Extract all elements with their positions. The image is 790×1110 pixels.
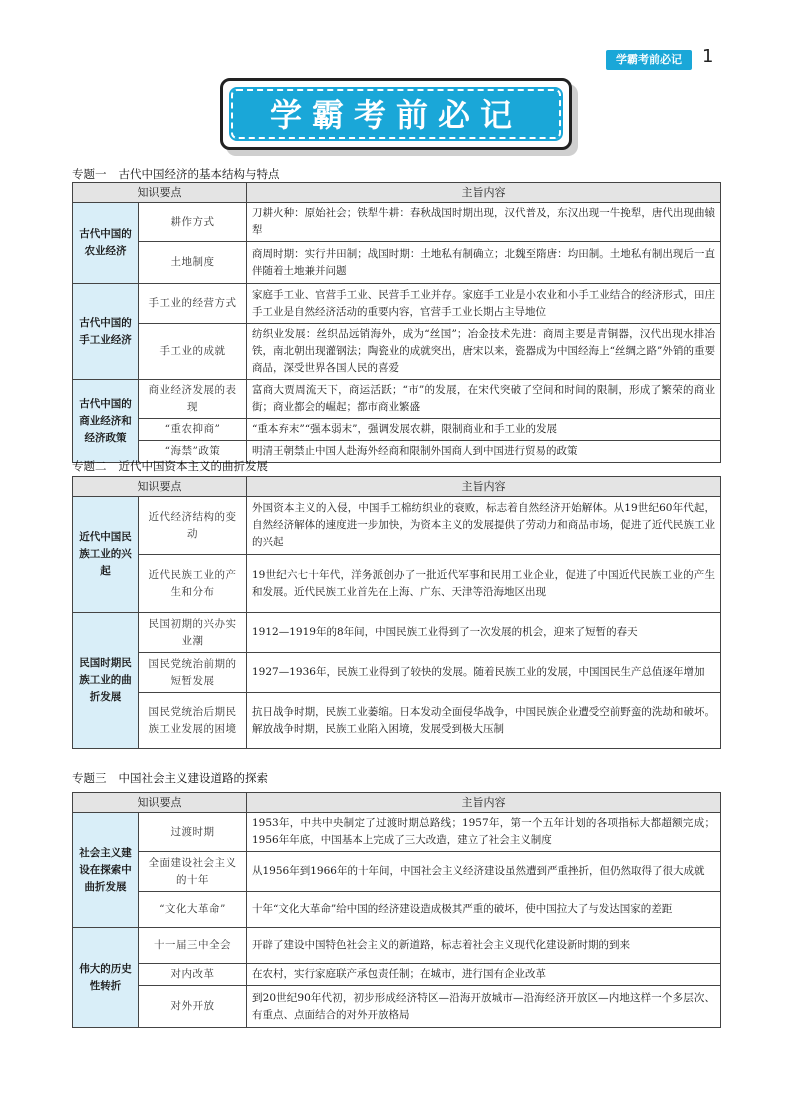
- section-title-2: [72, 458, 268, 474]
- table-row: [73, 964, 721, 986]
- sub-point-cell: 过渡时期: [139, 813, 247, 852]
- sub-point-cell: 国民党统治后期民族工业发展的困境: [139, 693, 247, 749]
- section-name: 近代中国资本主义的曲折发展: [118, 459, 268, 473]
- table-row: [73, 284, 721, 324]
- table-row: [73, 555, 721, 613]
- sub-point-cell: 国民党统治前期的短暂发展: [139, 653, 247, 693]
- sub-point-cell: 对外开放: [139, 986, 247, 1028]
- table-row: [73, 852, 721, 892]
- content-cell: 家庭手工业、官营手工业、民营手工业并存。家庭手工业是小农业和小手工业结合的经济形式，田庄手工业是自然经济活动的重要内容，官营手工业长期占主导地位: [247, 284, 721, 324]
- content-cell: 从1956年到1966年的十年间，中国社会主义经济建设虽然遭到严重挫折，但仍然取得了很大成就: [247, 852, 721, 892]
- content-cell: 纺织业发展：丝织品远销海外，成为“丝国”；冶金技术先进：商周主要是青铜器，汉代出现水排冶铁，南北朝出现灌钢法；陶瓷业的成就突出，唐宋以来，瓷器成为中国经海上“丝绸之路”外销的重要商品，深受世界各国人民的喜爱: [247, 324, 721, 380]
- content-cell: 19世纪六七十年代，洋务派创办了一批近代军事和民用工业企业，促进了中国近代民族工业的产生和发展。近代民族工业首先在上海、广东、天津等沿海地区出现: [247, 555, 721, 613]
- banner-title: 学霸考前必记: [231, 89, 561, 139]
- content-cell: 开辟了建设中国特色社会主义的新道路，标志着社会主义现代化建设新时期的到来: [247, 928, 721, 964]
- content-cell: 商周时期：实行井田制；战国时期：土地私有制确立；北魏至隋唐：均田制。土地私有制出现后一直伴随着土地兼并问题: [247, 242, 721, 284]
- section-name: 中国社会主义建设道路的探索: [118, 771, 268, 785]
- table-header-row: [73, 793, 721, 813]
- sub-point-cell: 耕作方式: [139, 203, 247, 242]
- category-cell: 近代中国民族工业的兴起: [73, 497, 139, 613]
- sub-point-cell: 商业经济发展的表现: [139, 380, 247, 419]
- sub-point-cell: 近代经济结构的变动: [139, 497, 247, 555]
- section-number: 专题一: [72, 167, 107, 181]
- table-row: [73, 813, 721, 852]
- table-row: [73, 986, 721, 1028]
- content-cell: 在农村，实行家庭联产承包责任制；在城市，进行国有企业改革: [247, 964, 721, 986]
- sub-point-cell: 手工业的经营方式: [139, 284, 247, 324]
- table-row: [73, 892, 721, 928]
- content-cell: 刀耕火种：原始社会；铁犁牛耕：春秋战国时期出现，汉代普及，东汉出现一牛挽犁，唐代出现曲辕犁: [247, 203, 721, 242]
- section-table-2: [72, 476, 721, 749]
- table-row: [73, 928, 721, 964]
- sub-point-cell: 对内改革: [139, 964, 247, 986]
- table-row: [73, 613, 721, 653]
- table-row: [73, 653, 721, 693]
- table-header-row: [73, 477, 721, 497]
- content-cell: 1912—1919年的8年间，中国民族工业得到了一次发展的机会，迎来了短暂的春天: [247, 613, 721, 653]
- sub-point-cell: 手工业的成就: [139, 324, 247, 380]
- header-content: 主旨内容: [247, 793, 721, 813]
- table-header-row: [73, 183, 721, 203]
- sub-point-cell: 土地制度: [139, 242, 247, 284]
- sub-point-cell: 全面建设社会主义的十年: [139, 852, 247, 892]
- table-row: [73, 380, 721, 419]
- content-cell: 外国资本主义的入侵，中国手工棉纺织业的衰败，标志着自然经济开始解体。从19世纪60年代起，自然经济解体的速度进一步加快，为资本主义的发展提供了劳动力和商品市场，促进了近代民族工业的兴起: [247, 497, 721, 555]
- section-number: 专题三: [72, 771, 107, 785]
- table-row: [73, 203, 721, 242]
- table-row: [73, 497, 721, 555]
- table-row: [73, 419, 721, 441]
- content-cell: 富商大贾周流天下，商运活跃；“市”的发展，在宋代突破了空间和时间的限制，形成了繁荣的商业街；商业都会的崛起；都市商业繁盛: [247, 380, 721, 419]
- page-number: 1: [702, 46, 714, 67]
- content-cell: 1953年，中共中央制定了过渡时期总路线；1957年，第一个五年计划的各项指标大都超额完成；1956年年底，中国基本上完成了三大改造，建立了社会主义制度: [247, 813, 721, 852]
- section-title-1: [72, 166, 280, 182]
- section-table-1: [72, 182, 721, 463]
- category-cell: 古代中国的商业经济和经济政策: [73, 380, 139, 463]
- category-cell: 民国时期民族工业的曲折发展: [73, 613, 139, 749]
- header-points: 知识要点: [73, 477, 247, 497]
- sub-point-cell: 民国初期的兴办实业潮: [139, 613, 247, 653]
- content-cell: 明清王朝禁止中国人赴海外经商和限制外国商人到中国进行贸易的政策: [247, 441, 721, 463]
- sub-point-cell: “海禁”政策: [139, 441, 247, 463]
- section-name: 古代中国经济的基本结构与特点: [118, 167, 280, 181]
- header-points: 知识要点: [73, 793, 247, 813]
- content-cell: “重本弃末”“强本弱末”，强调发展农耕，限制商业和手工业的发展: [247, 419, 721, 441]
- content-cell: 1927—1936年，民族工业得到了较快的发展。随着民族工业的发展，中国国民生产总值逐年增加: [247, 653, 721, 693]
- header-tag: 学霸考前必记: [606, 50, 692, 70]
- content-cell: 抗日战争时期，民族工业萎缩。日本发动全面侵华战争，中国民族企业遭受空前野蛮的洗劫和破坏。解放战争时期，民族工业陷入困境，发展受到极大压制: [247, 693, 721, 749]
- category-cell: 伟大的历史性转折: [73, 928, 139, 1028]
- category-cell: 古代中国的手工业经济: [73, 284, 139, 380]
- table-row: [73, 242, 721, 284]
- sub-point-cell: 近代民族工业的产生和分布: [139, 555, 247, 613]
- content-cell: 十年“文化大革命”给中国的经济建设造成极其严重的破坏，使中国拉大了与发达国家的差距: [247, 892, 721, 928]
- section-table-3: [72, 792, 721, 1028]
- category-cell: 社会主义建设在探索中曲折发展: [73, 813, 139, 928]
- title-banner: [220, 78, 572, 150]
- header-content: 主旨内容: [247, 477, 721, 497]
- content-cell: 到20世纪90年代初，初步形成经济特区—沿海开放城市—沿海经济开放区—内地这样一个多层次、有重点、点面结合的对外开放格局: [247, 986, 721, 1028]
- sub-point-cell: “文化大革命”: [139, 892, 247, 928]
- sub-point-cell: 十一届三中全会: [139, 928, 247, 964]
- sub-point-cell: “重农抑商”: [139, 419, 247, 441]
- table-row: [73, 693, 721, 749]
- header-content: 主旨内容: [247, 183, 721, 203]
- table-row: [73, 324, 721, 380]
- section-number: 专题二: [72, 459, 107, 473]
- section-title-3: [72, 770, 268, 786]
- category-cell: 古代中国的农业经济: [73, 203, 139, 284]
- header-points: 知识要点: [73, 183, 247, 203]
